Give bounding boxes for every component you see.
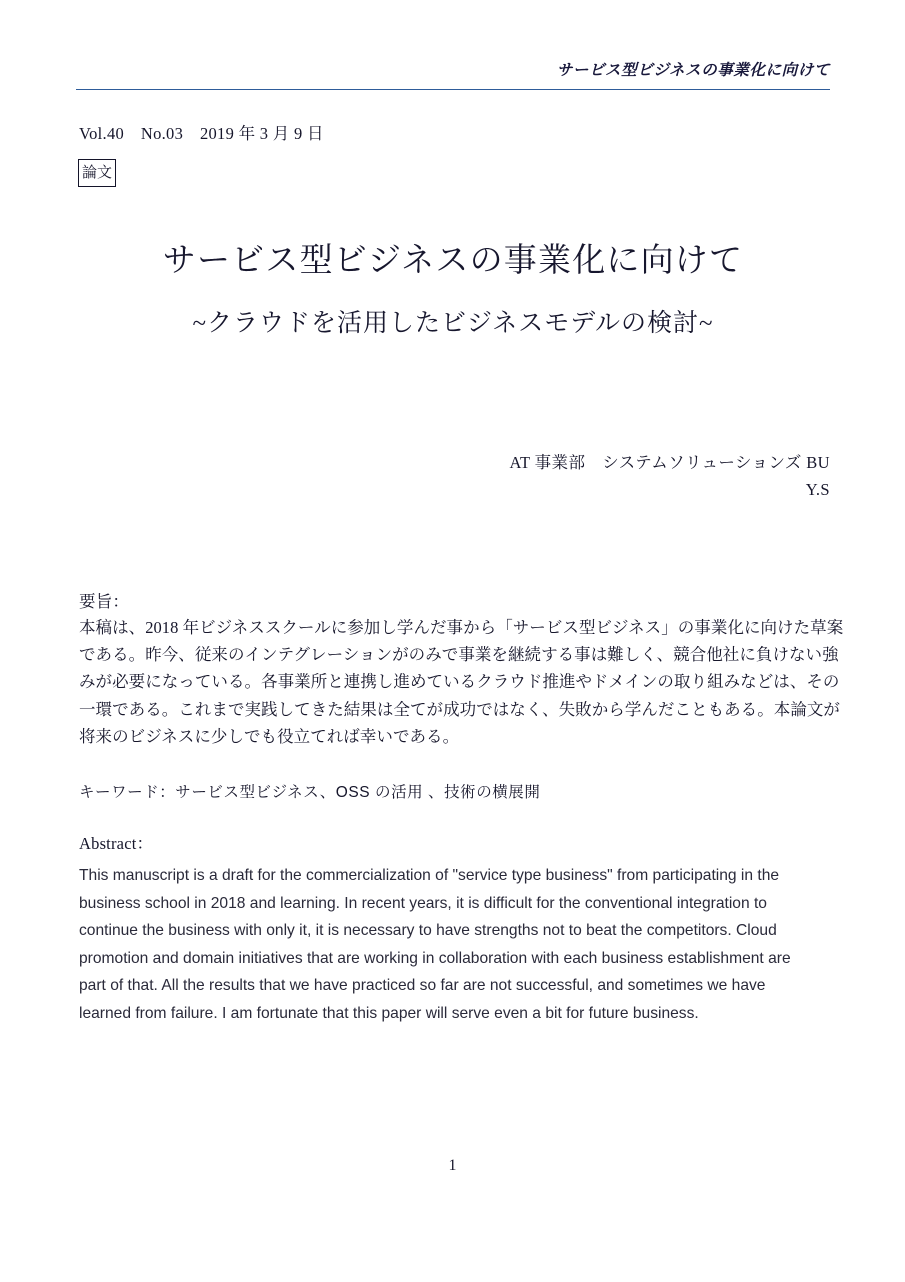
issue-info-line: Vol.40 No.03 2019 年 3 月 9 日	[79, 124, 324, 143]
abstract-ja-label: 要旨：	[79, 592, 130, 611]
text-line: みが必要になっている。各事業所と連携し進めているクラウド推進やドメインの取り組みなどは、その	[79, 672, 840, 692]
author-block	[76, 450, 830, 503]
running-header-title: サービス型ビジネスの事業化に向けて	[556, 62, 830, 79]
page-subtitle: ~クラウドを活用したビジネスモデルの検討~	[192, 310, 714, 338]
text-line: promotion and domain initiatives that are working in collaboration with each business establishment are	[79, 949, 791, 967]
abstract-ja-body	[79, 614, 844, 750]
title-block	[76, 240, 830, 341]
page-title: サービス型ビジネスの事業化に向けて	[162, 243, 744, 279]
page-number: 1	[448, 1157, 457, 1174]
keywords-line: キーワード：サービス型ビジネス、OSS の活用 、技術の横展開	[79, 784, 541, 801]
text-line: 一環である。これまで実践してきた結果は全てが成功ではなく、失敗から学んだこともある。本論文が	[79, 699, 840, 719]
text-line: learned from failure. I am fortunate that this paper will serve even a bit for future business.	[79, 1004, 699, 1022]
author-name: Y.S	[805, 479, 830, 499]
text-line: part of that. All the results that we have practiced so far are not successful, and sometimes we have	[79, 977, 766, 995]
text-line: continue the business with only it, it is necessary to have strengths not to beat the competitors. Cloud	[79, 922, 777, 940]
text-line: This manuscript is a draft for the commercialization of "service type business" from participating in the	[79, 867, 780, 884]
abstract-en-label: Abstract：	[79, 834, 154, 853]
abstract-en-body	[79, 862, 821, 1028]
text-line: である。昨今、従来のインテグレーションがのみで事業を継続する事は難しく、競合他社に負けない強	[79, 645, 839, 665]
category-badge: 論文	[78, 159, 116, 187]
text-line: 本稿は、2018 年ビジネススクールに参加し学んだ事から「サービス型ビジネス」の事業化に向けた草案	[79, 618, 844, 637]
text-line: 将来のビジネスに少しでも役立てれば幸いである。	[79, 726, 460, 746]
text-line: business school in 2018 and learning. In recent years, it is difficult for the conventional integration to	[79, 894, 767, 912]
header-divider-rule	[76, 89, 830, 90]
author-affiliation: AT 事業部 システムソリューションズ BU	[509, 453, 830, 472]
